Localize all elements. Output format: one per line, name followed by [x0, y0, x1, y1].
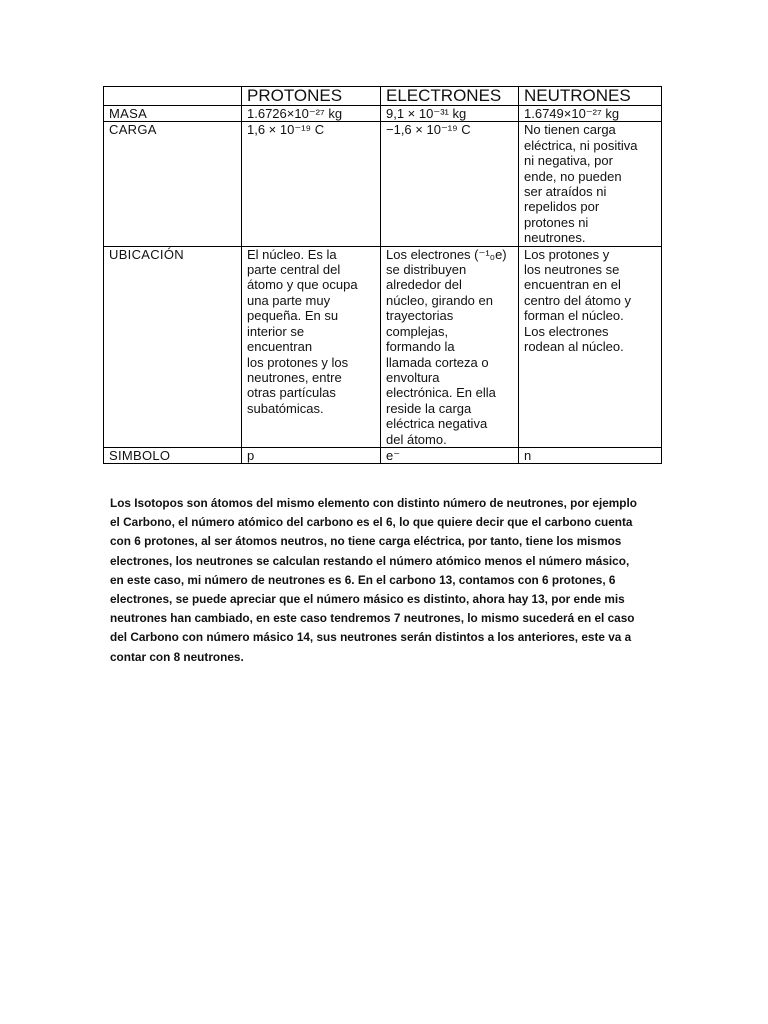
header-blank: [104, 87, 242, 106]
table-header-row: [104, 87, 662, 106]
table-row-masa: [104, 106, 662, 122]
row-label-masa: MASA: [104, 106, 242, 122]
table-row-ubicacion: [104, 246, 662, 447]
cell-ubicacion-neutrones: Los protones y los neutrones se encuentran en el centro del átomo y forman el núcleo. Los electrones rodean al núcleo.: [519, 246, 662, 447]
header-protones: PROTONES: [242, 87, 381, 106]
table-row-simbolo: [104, 447, 662, 463]
row-label-ubicacion: UBICACIÓN: [104, 246, 242, 447]
cell-carga-protones: 1,6 × 10⁻¹⁹ C: [242, 122, 381, 246]
isotopes-paragraph: Los Isotopos son átomos del mismo elemento con distinto número de neutrones, por ejemplo el Carbono, el número atómico del carbono es el 6, lo que quiere decir que el carbono cuenta con 6 protones, al ser átomos neutros, no tiene carga eléctrica, por tanto, tiene los mismos electrones, los neutrones se calculan restando el número atómico menos el número másico, en este caso, mi número de neutrones es 6. En el carbono 13, contamos con 6 protones, 6 electrones, se puede apreciar que el número másico es distinto, ahora hay 13, por ende mis neutrones han cambiado, en este caso tendremos 7 neutrones, lo mismo sucederá en el caso del Carbono con número másico 14, sus neutrones serán distintos a los anteriores, este va a contar con 8 neutrones.: [110, 496, 637, 664]
cell-masa-electrones: 9,1 × 10⁻³¹ kg: [381, 106, 519, 122]
row-label-simbolo: SIMBOLO: [104, 447, 242, 463]
header-neutrones: NEUTRONES: [519, 87, 662, 106]
cell-simbolo-protones: p: [242, 447, 381, 463]
cell-simbolo-electrones: e⁻: [381, 447, 519, 463]
cell-ubicacion-electrones: Los electrones (⁻¹₀e) se distribuyen alrededor del núcleo, girando en trayectorias complejas, formando la llamada corteza o envoltura electrónica. En ella reside la carga eléctrica negativa del átomo.: [381, 246, 519, 447]
cell-masa-protones: 1.6726×10⁻²⁷ kg: [242, 106, 381, 122]
cell-masa-neutrones: 1.6749×10⁻²⁷ kg: [519, 106, 662, 122]
row-label-carga: CARGA: [104, 122, 242, 246]
table-row-carga: [104, 122, 662, 246]
header-electrones: ELECTRONES: [381, 87, 519, 106]
cell-carga-neutrones: No tienen carga eléctrica, ni positiva ni negativa, por ende, no pueden ser atraídos ni repelidos por protones ni neutrones.: [519, 122, 662, 246]
cell-simbolo-neutrones: n: [519, 447, 662, 463]
cell-carga-electrones: −1,6 × 10⁻¹⁹ C: [381, 122, 519, 246]
particles-table: [103, 86, 662, 464]
cell-ubicacion-protones: El núcleo. Es la parte central del átomo y que ocupa una parte muy pequeña. En su interior se encuentran los protones y los neutrones, entre otras partículas subatómicas.: [242, 246, 381, 447]
